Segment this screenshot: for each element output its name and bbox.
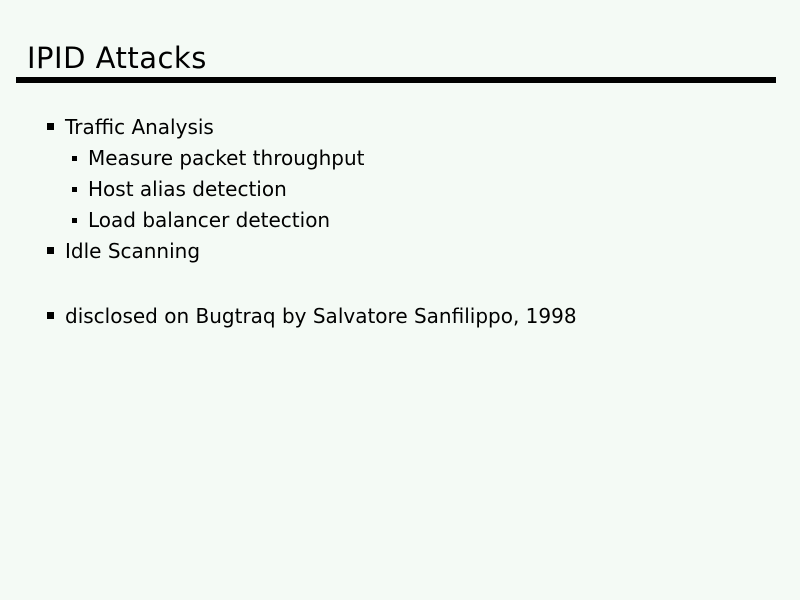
bullet-item-traffic-analysis: [0, 111, 800, 142]
bullet-text: Measure packet throughput: [88, 145, 365, 170]
bullet-text: Idle Scanning: [65, 238, 201, 263]
blank-line-spacer: [0, 266, 800, 300]
bullet-square-icon: [47, 123, 54, 130]
bullet-text: Traffic Analysis: [65, 114, 214, 139]
bullet-item-host-alias-detection: [0, 173, 800, 204]
bullet-square-icon: [47, 247, 54, 254]
bullet-text: Host alias detection: [88, 176, 287, 201]
title-rule: [16, 77, 776, 83]
bullet-list: [0, 111, 800, 331]
bullet-square-icon: [72, 156, 77, 161]
bullet-item-load-balancer-detection: [0, 204, 800, 235]
slide-title: IPID Attacks: [27, 41, 207, 75]
bullet-item-disclosed-note: [0, 300, 800, 331]
bullet-square-icon: [72, 187, 77, 192]
bullet-text: disclosed on Bugtraq by Salvatore Sanfilippo, 1998: [65, 303, 577, 328]
bullet-item-measure-packet-throughput: [0, 142, 800, 173]
bullet-text: Load balancer detection: [88, 207, 331, 232]
bullet-square-icon: [47, 312, 54, 319]
bullet-square-icon: [72, 218, 77, 223]
bullet-item-idle-scanning: [0, 235, 800, 266]
